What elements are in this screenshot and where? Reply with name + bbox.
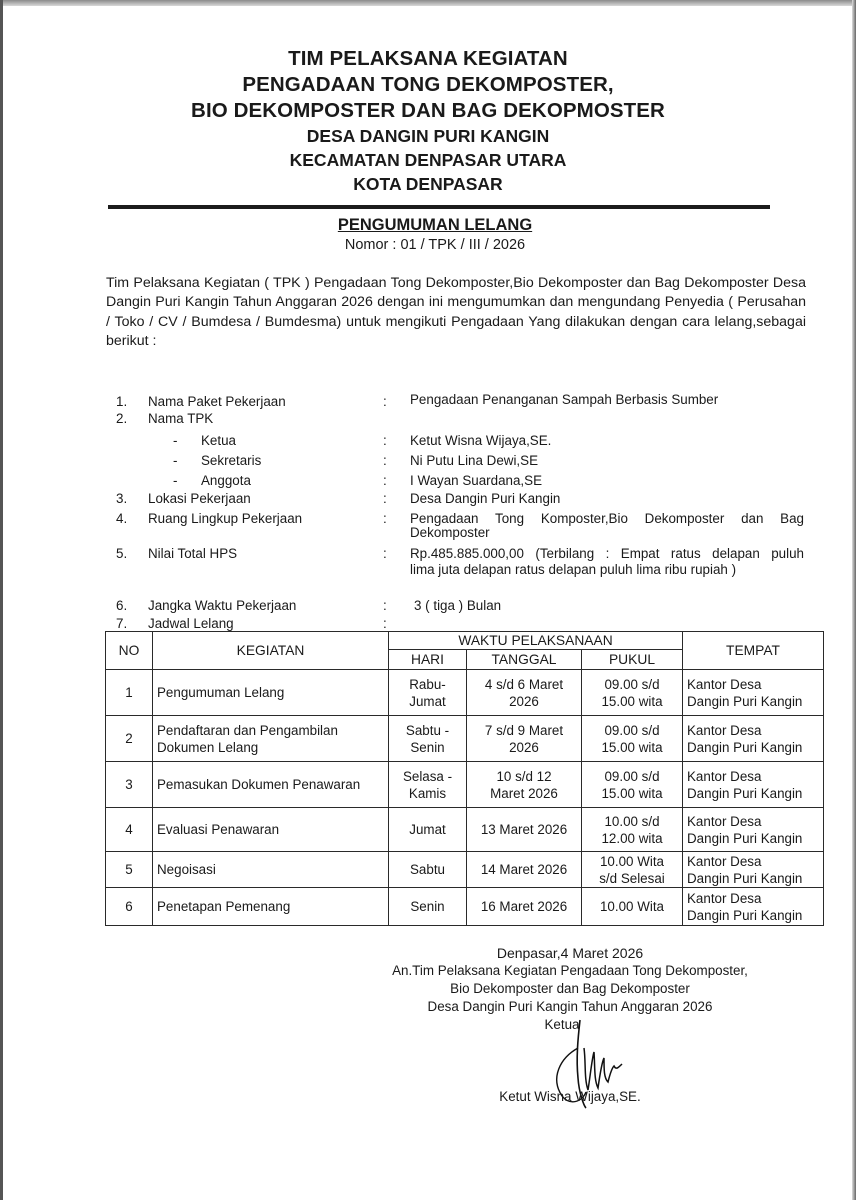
item-value: Ketut Wisna Wijaya,SE. (410, 433, 552, 448)
cell-tempat (683, 852, 824, 888)
cell-tanggal: 13 Maret 2026 (467, 808, 582, 852)
cell-kegiatan: Pemasukan Dokumen Penawaran (153, 762, 389, 808)
item-colon: : (383, 616, 387, 631)
cell-hari-line-1: Selasa - (402, 768, 453, 784)
cell-kegiatan: Negoisasi (153, 852, 389, 888)
dash: - (173, 453, 178, 468)
item-value: Desa Dangin Puri Kangin (410, 491, 561, 506)
item-number: 7. (116, 616, 128, 631)
cell-pukul-line-1: 09.00 s/d (604, 676, 660, 692)
cell-pukul-line-1: 10.00 s/d (604, 813, 660, 829)
cell-pukul-line-1: 10.00 Wita (599, 853, 664, 869)
cell-tanggal (467, 716, 582, 762)
item-colon: : (383, 491, 387, 506)
letterhead-line-3: BIO DEKOMPOSTER DAN BAG DEKOPMOSTER (191, 99, 665, 122)
letterhead-line-6: KOTA DENPASAR (353, 174, 503, 194)
item-colon: : (383, 546, 387, 561)
item-value-line-2: Dekomposter (410, 525, 490, 540)
cell-tempat-line-1: Kantor Desa (687, 676, 762, 692)
cell-no: 1 (106, 670, 153, 716)
item-label: Nilai Total HPS (148, 546, 238, 561)
cell-pukul-line-2: 15.00 wita (601, 739, 663, 755)
item-value: I Wayan Suardana,SE (410, 473, 542, 488)
cell-hari: Sabtu (389, 852, 467, 888)
cell-no: 3 (106, 762, 153, 808)
document-title (0, 215, 856, 255)
item-value-line-1: Pengadaan Tong Komposter,Bio Dekomposter dan Bag (410, 511, 804, 526)
cell-tempat (683, 762, 824, 808)
letterhead (0, 46, 856, 196)
cell-tempat-line-2: Dangin Puri Kangin (687, 693, 803, 709)
item-label: Jadwal Lelang (148, 616, 234, 631)
cell-tempat-line-1: Kantor Desa (687, 768, 762, 784)
signature-line-3: Desa Dangin Puri Kangin Tahun Anggaran 2026 (427, 999, 713, 1014)
item-label: Ruang Lingkup Pekerjaan (148, 511, 303, 526)
cell-no: 6 (106, 888, 153, 926)
item-label: Ketua (201, 433, 236, 448)
cell-tempat-line-2: Dangin Puri Kangin (687, 907, 803, 923)
cell-pukul (582, 716, 683, 762)
cell-tempat-line-2: Dangin Puri Kangin (687, 739, 803, 755)
cell-kegiatan: Evaluasi Penawaran (153, 808, 389, 852)
item-value: Pengadaan Penanganan Sampah Berbasis Sumber (410, 392, 719, 407)
cell-kegiatan: Penetapan Pemenang (153, 888, 389, 926)
table-row (106, 716, 824, 762)
cell-hari-line-2: Senin (410, 739, 445, 755)
cell-tempat (683, 808, 824, 852)
cell-hari: Jumat (389, 808, 467, 852)
letterhead-divider (108, 205, 770, 209)
table-row (106, 852, 824, 888)
item-colon: : (383, 453, 387, 468)
item-value-line-2: lima juta delapan ratus delapan puluh lima ribu rupiah ) (410, 562, 737, 577)
signature-role: Ketua (544, 1017, 580, 1032)
header-tempat: TEMPAT (683, 632, 824, 670)
item-colon: : (383, 598, 387, 613)
item-colon: : (383, 511, 387, 526)
cell-hari-line-1: Sabtu - (405, 722, 450, 738)
item-value-line-1: Rp.485.885.000,00 (Terbilang : Empat ratus delapan puluh (410, 546, 804, 561)
cell-tanggal-line-1: 4 s/d 6 Maret (484, 676, 564, 692)
cell-tanggal (467, 670, 582, 716)
cell-pukul-line-2: s/d Selesai (599, 870, 665, 886)
cell-kegiatan-line-2: Dokumen Lelang (157, 739, 259, 755)
header-kegiatan: KEGIATAN (153, 632, 389, 670)
signature-place-date: Denpasar,4 Maret 2026 (496, 945, 644, 961)
cell-pukul (582, 852, 683, 888)
header-no: NO (106, 632, 153, 670)
cell-hari (389, 716, 467, 762)
item-label: Nama TPK (148, 411, 214, 426)
cell-pukul (582, 670, 683, 716)
cell-tempat-line-2: Dangin Puri Kangin (687, 870, 803, 886)
cell-tempat-line-1: Kantor Desa (687, 813, 762, 829)
cell-tanggal-line-2: Maret 2026 (490, 785, 558, 801)
cell-tempat-line-1: Kantor Desa (687, 853, 762, 869)
scan-edge-top (0, 0, 856, 6)
dash: - (173, 433, 178, 448)
letterhead-line-5: KECAMATAN DENPASAR UTARA (289, 150, 567, 170)
item-label: Nama Paket Pekerjaan (148, 394, 286, 409)
header-hari: HARI (389, 650, 467, 670)
cell-hari-line-2: Jumat (409, 693, 446, 709)
cell-hari (389, 670, 467, 716)
cell-no: 5 (106, 852, 153, 888)
cell-pukul (582, 762, 683, 808)
letterhead-line-2: PENGADAAN TONG DEKOMPOSTER, (242, 73, 614, 96)
item-label: Lokasi Pekerjaan (148, 491, 251, 506)
item-label: Anggota (201, 473, 251, 488)
cell-no: 2 (106, 716, 153, 762)
table-row (106, 888, 824, 926)
cell-pukul-line-1: 09.00 s/d (604, 768, 660, 784)
item-colon: : (383, 394, 387, 409)
cell-tanggal-line-2: 2026 (509, 739, 539, 755)
cell-tempat-line-1: Kantor Desa (687, 722, 762, 738)
title-heading: PENGUMUMAN LELANG (337, 216, 533, 234)
header-tanggal: TANGGAL (467, 650, 582, 670)
item-colon: : (383, 433, 387, 448)
cell-tempat (683, 888, 824, 926)
item-colon: : (383, 473, 387, 488)
cell-pukul-line-2: 15.00 wita (601, 785, 663, 801)
signature-line-2: Bio Dekomposter dan Bag Dekomposter (450, 981, 690, 996)
cell-kegiatan (153, 716, 389, 762)
cell-tempat-line-2: Dangin Puri Kangin (687, 830, 803, 846)
item-label: Jangka Waktu Pekerjaan (148, 598, 297, 613)
letterhead-line-1: TIM PELAKSANA KEGIATAN (288, 47, 568, 70)
cell-hari-line-2: Kamis (408, 785, 447, 801)
item-number: 4. (116, 511, 128, 526)
header-waktu-pelaksanaan: WAKTU PELAKSANAAN (389, 632, 683, 650)
cell-pukul-line-2: 15.00 wita (601, 693, 663, 709)
cell-tempat (683, 670, 824, 716)
cell-tempat-line-2: Dangin Puri Kangin (687, 785, 803, 801)
cell-hari: Senin (389, 888, 467, 926)
cell-kegiatan-line-1: Pendaftaran dan Pengambilan (157, 722, 338, 738)
schedule-table (105, 631, 824, 926)
cell-pukul: 10.00 Wita (582, 888, 683, 926)
intro-paragraph: Tim Pelaksana Kegiatan ( TPK ) Pengadaan Tong Dekomposter,Bio Dekomposter dan Bag Dekomposter Desa Dangin Puri Kangin Tahun Anggaran 2026 dengan ini mengumumkan dan mengundang Penyedia ( Perusahan / Toko / CV / Bumdesa / Bumdesma) untuk mengikuti Pengadaan Yang dilakukan dengan cara lelang,sebagai berikut : (106, 275, 806, 349)
table-row (106, 808, 824, 852)
title-number: Nomor : 01 / TPK / III / 2026 (344, 237, 526, 253)
cell-tanggal: 14 Maret 2026 (467, 852, 582, 888)
cell-hari (389, 762, 467, 808)
cell-pukul-line-1: 09.00 s/d (604, 722, 660, 738)
dash: - (173, 473, 178, 488)
cell-tanggal-line-1: 7 s/d 9 Maret (484, 722, 564, 738)
cell-hari-line-1: Rabu- (409, 676, 446, 692)
item-number: 3. (116, 491, 128, 506)
cell-tempat (683, 716, 824, 762)
cell-tanggal: 16 Maret 2026 (467, 888, 582, 926)
cell-tanggal-line-2: 2026 (509, 693, 539, 709)
letterhead-line-4: DESA DANGIN PURI KANGIN (306, 126, 550, 146)
item-number: 5. (116, 546, 128, 561)
signature-line-1: An.Tim Pelaksana Kegiatan Pengadaan Tong Dekomposter, (392, 963, 748, 978)
cell-tanggal (467, 762, 582, 808)
item-label: Sekretaris (201, 453, 262, 468)
cell-kegiatan: Pengumuman Lelang (153, 670, 389, 716)
item-number: 6. (116, 598, 128, 613)
table-header-row (106, 632, 824, 650)
cell-pukul-line-2: 12.00 wita (601, 830, 663, 846)
item-value: 3 ( tiga ) Bulan (414, 598, 502, 613)
table-row (106, 670, 824, 716)
item-value: Ni Putu Lina Dewi,SE (410, 453, 539, 468)
cell-tanggal-line-1: 10 s/d 12 (496, 768, 552, 784)
signer-name: Ketut Wisna Wijaya,SE. (499, 1089, 641, 1104)
cell-no: 4 (106, 808, 153, 852)
item-number: 1. (116, 394, 128, 409)
table-row (106, 762, 824, 808)
header-pukul: PUKUL (582, 650, 683, 670)
item-number: 2. (116, 411, 128, 426)
cell-tempat-line-1: Kantor Desa (687, 890, 762, 906)
cell-pukul (582, 808, 683, 852)
